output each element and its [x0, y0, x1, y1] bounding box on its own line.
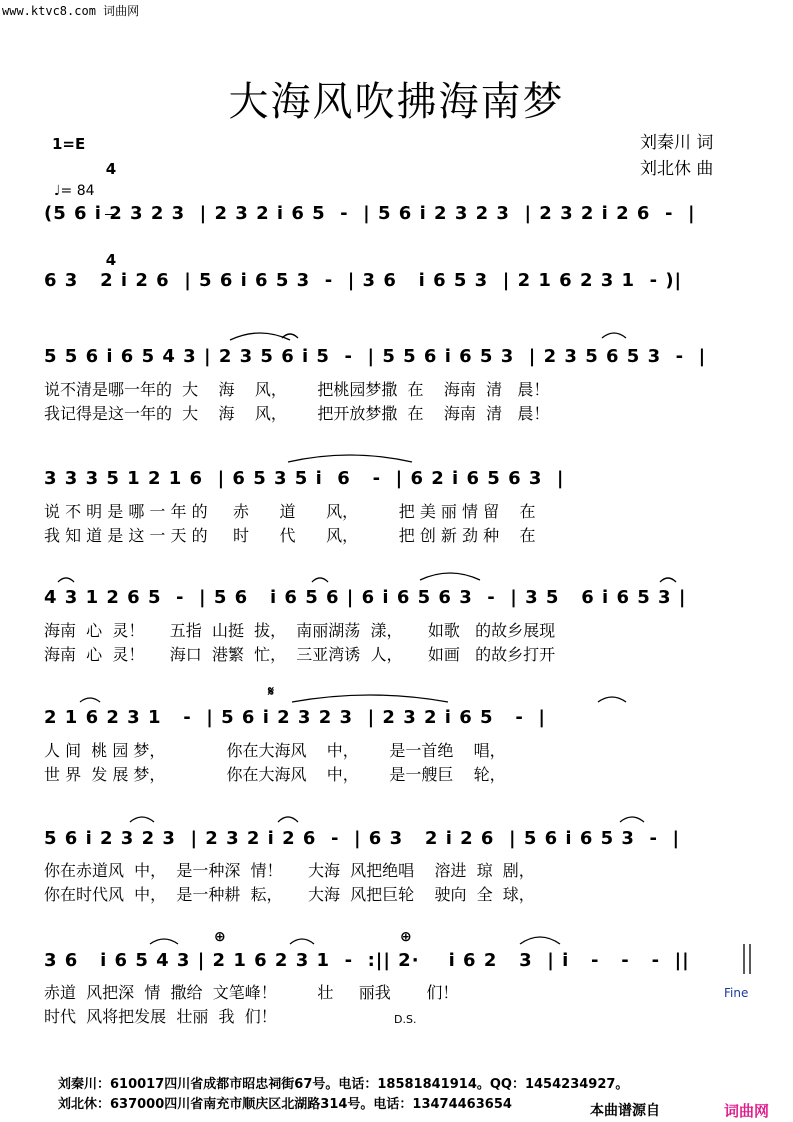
system-3-lyric-verse-1: 说不清是哪一年的 大 海 风， 把桃园梦撒 在 海南 清 晨！: [44, 380, 550, 399]
system-3-lyric-verse-2: 我记得是这一年的 大 海 风， 把开放梦撒 在 海南 清 晨！: [44, 404, 550, 423]
system-6-lyric-verse-1: 人 间 桃 园 梦， 你在大海风 中， 是一首绝 唱，: [44, 741, 506, 760]
time-signature-top: 4: [105, 160, 117, 178]
system-1-notes: (5 6 i 2 3 2 3 | 2 3 2 i 6 5 - | 5 6 i 2 3 2 3 | 2 3 2 i 2 6 - |: [44, 203, 696, 224]
slur: [312, 578, 328, 582]
segno-mark: 𝄋: [268, 684, 275, 700]
composer-credit: 刘北休 曲: [640, 159, 714, 179]
slur: [420, 573, 480, 580]
slur: [520, 937, 560, 944]
quarter-note-icon: ♩: [53, 183, 61, 199]
system-6-notes: 2 1 6 2 3 1 - | 5 6 i 2 3 2 3 | 2 3 2 i 6 5 - |: [44, 707, 546, 728]
slur: [660, 578, 676, 582]
footer-contact-lyricist: 刘秦川：610017四川省成都市昭忠祠街67号。电话：18581841914。QQ：1454234927。: [58, 1077, 629, 1092]
system-2-notes: 6 3 2 i 2 6 | 5 6 i 6 5 3 - | 3 6 i 6 5 3 | 2 1 6 2 3 1 - )|: [44, 270, 683, 291]
site-watermark: www.ktvc8.com 词曲网: [2, 4, 140, 18]
slur: [58, 578, 74, 582]
system-8-notes: 3 6 i 6 5 4 3 | 2 1 6 2 3 1 - :|| 2· i 6 2 3 | i - - - ||: [44, 950, 690, 971]
system-7-lyric-verse-2: 你在时代风 中， 是一种耕 耘， 大海 风把巨轮 驶向 全 球，: [44, 885, 535, 904]
fine-mark: Fine: [724, 986, 749, 1000]
system-8-lyric-verse-1: 赤道 风把深 情 撒给 文笔峰！ 壮 丽我 们！: [44, 983, 459, 1002]
slur: [292, 695, 448, 702]
slur: [230, 333, 290, 340]
slur: [130, 817, 154, 822]
slur: [80, 698, 100, 702]
system-4-notes: 3 3 3 5 1 2 1 6 | 6 5 3 5 i 6 - | 6 2 i 6 5 6 3 |: [44, 468, 565, 489]
system-6-lyric-verse-2: 世 界 发 展 梦， 你在大海风 中， 是一艘巨 轮，: [44, 765, 506, 784]
system-4-lyric-verse-1: 说 不 明 是 哪 一 年 的 赤 道 风， 把 美 丽 情 留 在: [44, 502, 536, 521]
slur: [290, 939, 314, 944]
coda-mark-2: ⊕: [400, 929, 412, 945]
slur: [602, 333, 626, 338]
system-5-lyric-verse-2: 海南 心 灵！ 海口 港繁 忙， 三亚湾诱 人， 如画 的故乡打开: [44, 645, 556, 664]
system-4-lyric-verse-2: 我 知 道 是 这 一 天 的 时 代 风， 把 创 新 劲 种 在: [44, 526, 536, 545]
system-8-lyric-verse-2: 时代 风将把发展 壮丽 我 们！: [44, 1007, 277, 1026]
time-signature-bottom: 4: [105, 251, 117, 269]
system-5-lyric-verse-1: 海南 心 灵！ 五指 山挺 拔， 南丽湖荡 漾， 如歌 的故乡展现: [44, 621, 556, 640]
ds-mark: D.S.: [394, 1013, 417, 1026]
slur: [620, 817, 644, 822]
tempo-value: = 84: [60, 183, 95, 199]
system-3-notes: 5 5 6 i 6 5 4 3 | 2 3 5 6 i 5 - | 5 5 6 i 6 5 3 | 2 3 5 6 5 3 - |: [44, 346, 707, 367]
coda-mark-1: ⊕: [214, 929, 226, 945]
key-signature: 1=E: [52, 135, 86, 153]
system-5-notes: 4 3 1 2 6 5 - | 5 6 i 6 5 6 | 6 i 6 5 6 3 - | 3 5 6 i 6 5 3 |: [44, 587, 687, 608]
slur: [150, 939, 178, 944]
source-tag: 本曲谱源自: [590, 1103, 660, 1119]
slur: [598, 697, 626, 702]
site-logo[interactable]: 词曲网: [724, 1102, 770, 1120]
footer-contact-composer: 刘北休：637000四川省南充市顺庆区北湖路314号。电话：13474463654: [58, 1097, 512, 1112]
slur: [288, 455, 412, 462]
lyricist-credit: 刘秦川 词: [640, 133, 714, 153]
song-title: 大海风吹拂海南梦: [228, 79, 565, 125]
system-7-lyric-verse-1: 你在赤道风 中， 是一种深 情！ 大海 风把绝唱 溶进 琼 剧，: [44, 861, 535, 880]
slur: [278, 817, 298, 822]
system-7-notes: 5 6 i 2 3 2 3 | 2 3 2 i 2 6 - | 6 3 2 i 2 6 | 5 6 i 6 5 3 - |: [44, 828, 681, 849]
